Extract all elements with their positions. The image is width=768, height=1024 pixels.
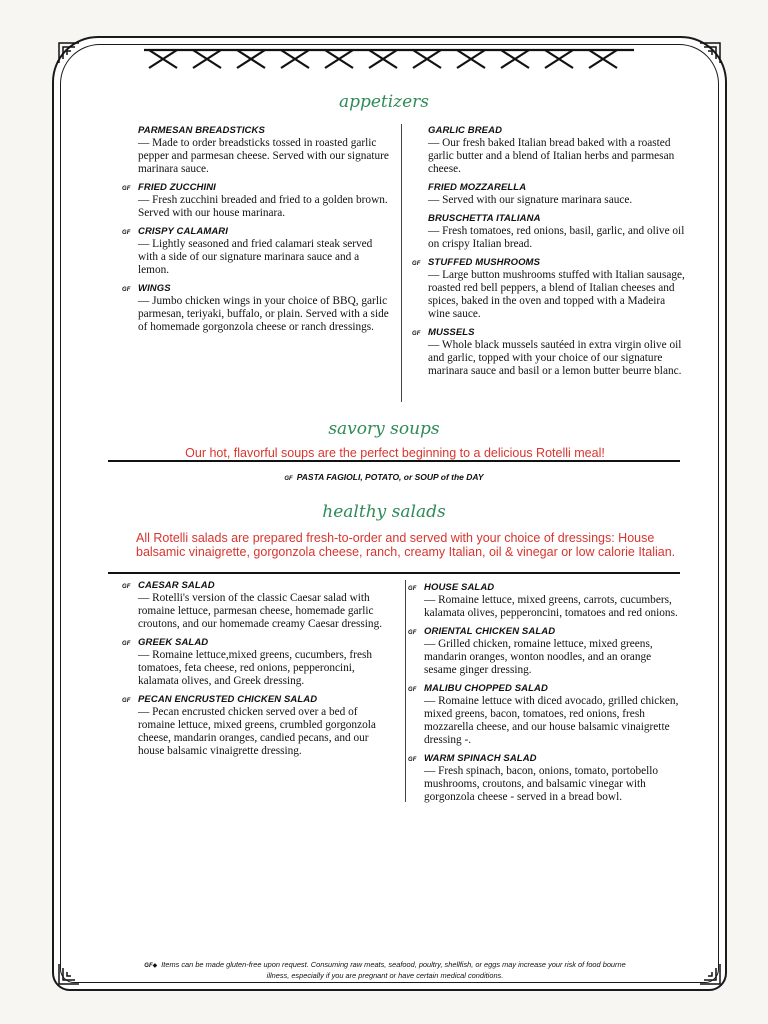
menu-item-name-text: FRIED ZUCCHINI [138,182,216,193]
gluten-free-tag: GF [408,630,417,636]
column-divider [401,124,402,402]
appetizers-right-column [412,125,686,384]
menu-item-description: — Romaine lettuce with diced avocado, grilled chicken, mixed greens, bacon, tomatoes, red onions, fresh mozzarella cheese, and our house balsamic vinaigrette dressing -. [424,695,679,746]
gluten-free-tag: GF [412,331,421,337]
menu-item [428,125,686,176]
gluten-free-tag: GF [122,186,131,192]
soup-item [0,472,768,482]
menu-item-name-text: FRIED MOZZARELLA [428,182,527,193]
menu-item-description: — Whole black mussels sautéed in extra virgin olive oil and garlic, topped with your choice of our signature marinara sauce and basil or a lemon butter beurre blanc. [428,339,682,377]
menu-item-name-text: BRUSCHETTA ITALIANA [428,213,541,224]
salads-left-column [122,580,394,764]
column-divider [405,580,406,802]
menu-item [122,637,394,688]
menu-item [122,182,392,220]
gluten-free-tag: GF [122,698,131,704]
gluten-free-tag: GF [408,586,417,592]
menu-item [408,582,684,620]
menu-item-description: — Romaine lettuce, mixed greens, carrots, cucumbers, kalamata olives, pepperoncini, tomatoes and red onions. [424,594,678,619]
menu-item [122,694,394,758]
disclaimer-line: Items can be made gluten-free upon request. Consuming raw meats, seafood, poultry, shellfish, or eggs may increase your risk of food bourne [161,960,626,969]
menu-item-name-text: CRISPY CALAMARI [138,226,228,237]
menu-item-name-text: MALIBU CHOPPED SALAD [424,683,548,694]
menu-item-name-text: GREEK SALAD [138,637,209,648]
menu-item-name-text: MUSSELS [428,327,475,338]
menu-item-name [122,226,392,238]
appetizers-heading: appetizers [338,92,430,112]
menu-item-name [138,125,392,137]
menu-item [122,226,392,277]
soups-rule [108,460,680,462]
menu-item-name-text: WINGS [138,283,171,294]
corner-ornament-icon [58,963,80,985]
menu-item-description: — Romaine lettuce,mixed greens, cucumbers, fresh tomatoes, feta cheese, red onions, pepperoncini, kalamata olives, and Greek dressing. [138,649,373,687]
menu-item-name [412,257,686,269]
menu-item-description: — Jumbo chicken wings in your choice of BBQ, garlic parmesan, teriyaki, buffalo, or plain. Served with a side of homemade gorgonzola cheese or ranch dressings. [138,295,389,333]
gluten-free-tag: GF [122,230,131,236]
menu-item [408,683,684,747]
gluten-free-tag: GF◆ [144,963,158,969]
menu-item-description: — Grilled chicken, romaine lettuce, mixed greens, mandarin oranges, wonton noodles, and an orange sesame ginger dressing. [424,638,653,676]
menu-item [122,283,392,334]
menu-item-name-text: PECAN ENCRUSTED CHICKEN SALAD [138,694,318,705]
menu-item-name-text: ORIENTAL CHICKEN SALAD [424,626,556,637]
menu-item-description: — Fresh spinach, bacon, onions, tomato, portobello mushrooms, croutons, and balsamic vinegar with gorgonzola cheese - served in a bread bowl. [424,765,659,803]
menu-item [408,626,684,677]
appetizers-left-column [122,125,392,340]
menu-item-name [122,283,392,295]
menu-item-name [412,327,686,339]
menu-item-description: — Pecan encrusted chicken served over a bed of romaine lettuce, mixed greens, crumbled gorgonzola cheese, mandarin oranges, candied pecans, and our house balsamic vinaigrette dressing. [138,706,376,757]
menu-item-description: — Fresh zucchini breaded and fried to a golden brown. Served with our house marinara. [138,194,388,219]
gluten-free-tag: GF [412,261,421,267]
gluten-free-tag: GF [408,757,417,763]
soups-intro: Our hot, flavorful soups are the perfect beginning to a delicious Rotelli meal! [185,446,605,460]
menu-item-name [408,683,684,695]
menu-item-name [408,626,684,638]
menu-item-description: — Large button mushrooms stuffed with Italian sausage, roasted red bell peppers, a blend of Italian cheeses and spices, baked in the oven and topped with a Madeira wine sauce. [428,269,685,320]
menu-item [412,327,686,378]
salads-rule [108,572,680,574]
menu-item-name-text: WARM SPINACH SALAD [424,753,537,764]
menu-item-name-text: GARLIC BREAD [428,125,503,136]
gluten-free-tag: GF [284,476,293,482]
menu-item-name [428,125,686,137]
menu-item-name-text: PARMESAN BREADSTICKS [138,125,265,136]
decorative-border-pattern-icon [144,46,634,72]
menu-item-description: — Our fresh baked Italian bread baked with a roasted garlic butter and a blend of Italian herbs and parmesan cheese. [428,137,675,175]
menu-item-name [122,637,394,649]
menu-item-name [408,582,684,594]
gluten-free-disclaimer [100,960,670,981]
salads-right-column [408,582,684,810]
menu-item-description: — Lightly seasoned and fried calamari steak served with a side of our signature marinara sauce and a lemon. [138,238,373,276]
gluten-free-tag: GF [122,584,131,590]
menu-item-name [428,213,686,225]
menu-item-description: — Fresh tomatoes, red onions, basil, garlic, and olive oil on crispy Italian bread. [428,225,685,250]
soups-heading: savory soups [328,419,440,439]
menu-item-name [122,694,394,706]
menu-item [122,580,394,631]
corner-ornament-icon [58,42,80,64]
menu-item [428,213,686,251]
menu-item [428,182,686,207]
menu-item-name [122,580,394,592]
menu-item-name [428,182,686,194]
disclaimer-line: illness, especially if you are pregnant or have certain medical conditions. [266,971,504,980]
salads-heading: healthy salads [322,502,446,522]
corner-ornament-icon [699,42,721,64]
corner-ornament-icon [699,963,721,985]
soup-item-text: PASTA FAGIOLI, POTATO, or SOUP of the DAY [296,472,484,482]
menu-item-description: — Rotelli's version of the classic Caesar salad with romaine lettuce, parmesan cheese, homemade garlic croutons, and our homemade creamy Caesar dressing. [138,592,383,630]
menu-item-name-text: HOUSE SALAD [424,582,495,593]
menu-item-name [408,753,684,765]
menu-item-description: — Made to order breadsticks tossed in roasted garlic pepper and parmesan cheese. Served with our signature marinara sauce. [138,137,389,175]
gluten-free-tag: GF [408,687,417,693]
menu-item [412,257,686,321]
menu-item-description: — Served with our signature marinara sauce. [428,194,633,206]
gluten-free-tag: GF [122,287,131,293]
salads-intro: All Rotelli salads are prepared fresh-to-order and served with your choice of dressings: House balsamic vinaigrette, gorgonzola cheese, ranch, creamy Italian, oil & vinegar or low calorie Italian. [136,531,676,559]
menu-item [408,753,684,804]
menu-item-name-text: STUFFED MUSHROOMS [428,257,541,268]
menu-item-name-text: CAESAR SALAD [138,580,215,591]
gluten-free-tag: GF [122,641,131,647]
menu-item-name [122,182,392,194]
menu-item [138,125,392,176]
